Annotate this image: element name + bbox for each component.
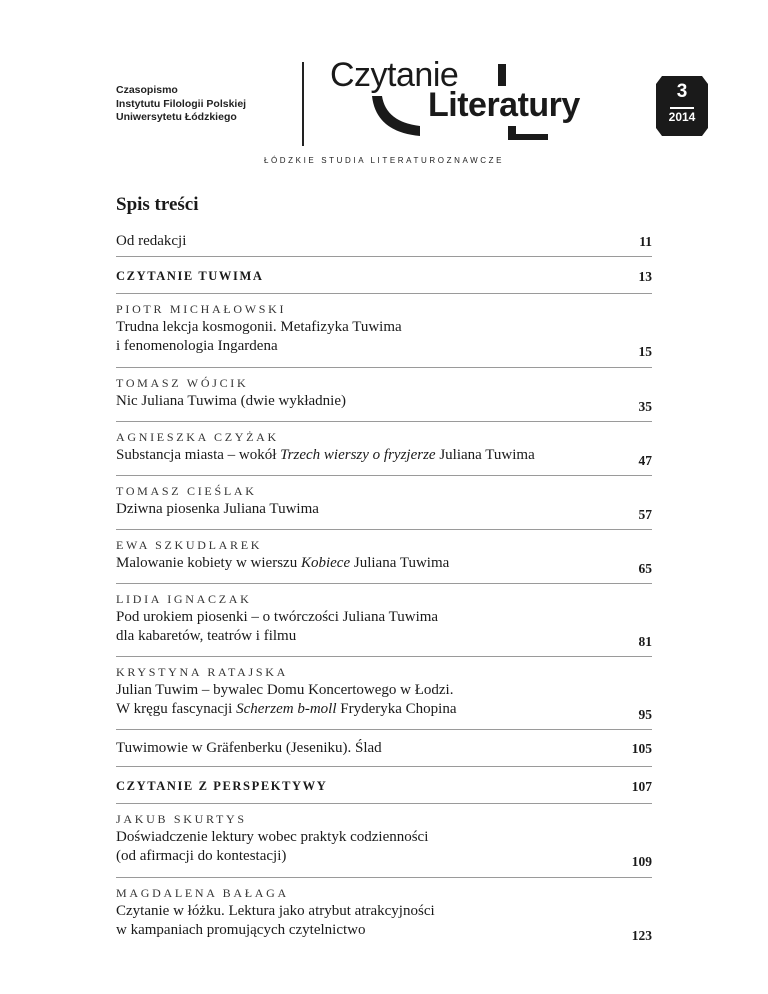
- entry-page: 109: [631, 854, 652, 869]
- logo-word-literatury: Literatury: [428, 86, 580, 124]
- entry-author: AGNIESZKA CZYŻAK: [116, 430, 279, 444]
- header-divider: [302, 62, 304, 146]
- entry-author: TOMASZ CIEŚLAK: [116, 484, 257, 498]
- entry-page: 13: [638, 269, 652, 284]
- entry-page: 35: [638, 399, 652, 414]
- section-title: CZYTANIE TUWIMA: [116, 269, 264, 283]
- toc-entry: [116, 475, 652, 529]
- entry-title-line-2: dla kabaretów, teatrów i filmu: [116, 628, 297, 644]
- toc-entry: [116, 656, 652, 729]
- toc-entry: [116, 421, 652, 475]
- issue-number: 3: [676, 81, 688, 102]
- entry-title-text: Malowanie kobiety w wierszu: [116, 555, 301, 571]
- logo-word-czytanie: Czytanie: [330, 56, 459, 94]
- toc-entry: [116, 529, 652, 583]
- entry-title-text: W kręgu fascynacji: [116, 701, 237, 717]
- issue-rule: [670, 107, 694, 109]
- journal-subtitle: ŁÓDZKIE STUDIA LITERATUROZNAWCZE: [263, 156, 505, 165]
- toc-entry: [116, 293, 652, 367]
- entry-author: TOMASZ WÓJCIK: [116, 376, 249, 390]
- entry-page: 57: [638, 507, 652, 522]
- toc-entry: [116, 367, 652, 421]
- toc-entry: [116, 222, 652, 256]
- entry-title-text: Substancja miasta – wokół: [116, 447, 281, 463]
- publisher-line-1: Czasopismo: [116, 84, 178, 96]
- entry-page: 123: [631, 928, 652, 943]
- entry-title-line-1: Pod urokiem piosenki – o twórczości Juliana Tuwima: [116, 609, 439, 625]
- entry-title-italic: Kobiece: [300, 555, 351, 571]
- entry-title-line-2: (od afirmacji do kontestacji): [116, 848, 287, 864]
- entry-title-line-1: Czytanie w łóżku. Lektura jako atrybut atrakcyjności: [116, 903, 435, 919]
- entry-page: 65: [638, 561, 652, 576]
- toc-entry: [116, 877, 652, 950]
- toc-section: [116, 256, 652, 293]
- section-title: CZYTANIE Z PERSPEKTYWY: [116, 779, 328, 793]
- entry-author: EWA SZKUDLAREK: [116, 538, 263, 552]
- entry-title-text: Fryderyka Chopina: [336, 701, 457, 717]
- entry-page: 81: [638, 634, 652, 649]
- entry-title-italic: Trzech wierszy o fryzjerze: [280, 447, 436, 463]
- entry-title: [116, 554, 449, 573]
- publisher-info: [116, 84, 246, 125]
- table-of-contents: [116, 222, 652, 950]
- toc-entry: [116, 729, 652, 766]
- entry-title-text: Juliana Tuwima: [350, 555, 450, 571]
- entry-title-line-2: w kampaniach promujących czytelnictwo: [116, 922, 366, 938]
- entry-page: 107: [631, 779, 652, 794]
- publisher-line-3: Uniwersytetu Łódzkiego: [116, 111, 237, 123]
- entry-author: PIOTR MICHAŁOWSKI: [116, 302, 287, 316]
- entry-title: Nic Juliana Tuwima (dwie wykładnie): [116, 393, 346, 409]
- issue-year: 2014: [668, 110, 696, 124]
- entry-author: LIDIA IGNACZAK: [116, 592, 252, 606]
- entry-title: Od redakcji: [116, 233, 187, 249]
- toc-section: [116, 766, 652, 803]
- issue-badge: [656, 76, 708, 136]
- logo-bar-top: [498, 64, 506, 86]
- entry-author: KRYSTYNA RATAJSKA: [116, 665, 288, 679]
- entry-title-line-2: i fenomenologia Ingardena: [116, 338, 278, 354]
- toc-heading: Spis treści: [116, 194, 199, 215]
- publisher-line-2: Instytutu Filologii Polskiej: [116, 97, 247, 110]
- logo-bar-base: [508, 134, 548, 140]
- entry-title-line-1: Trudna lekcja kosmogonii. Metafizyka Tuwima: [116, 319, 402, 335]
- entry-title-text: Juliana Tuwima: [435, 447, 535, 463]
- toc-entry: [116, 583, 652, 656]
- entry-page: 15: [638, 344, 652, 359]
- entry-title-italic: Scherzem b-moll: [236, 701, 337, 717]
- entry-page: 11: [639, 234, 652, 249]
- entry-title-line-2: [116, 700, 456, 719]
- entry-title-line-1: Doświadczenie lektury wobec praktyk codzienności: [116, 829, 429, 845]
- entry-title: Tuwimowie w Gräfenberku (Jeseniku). Ślad: [116, 740, 382, 756]
- entry-page: 47: [638, 453, 652, 468]
- journal-logo: [330, 58, 620, 148]
- entry-author: MAGDALENA BAŁAGA: [116, 886, 289, 900]
- toc-entry: [116, 803, 652, 877]
- entry-title: [116, 446, 535, 465]
- logo-swoosh-icon: [370, 92, 426, 142]
- entry-page: 105: [631, 741, 652, 756]
- entry-page: 95: [638, 707, 652, 722]
- entry-title: Dziwna piosenka Juliana Tuwima: [116, 501, 319, 517]
- entry-title-line-1: Julian Tuwim – bywalec Domu Koncertowego w Łodzi.: [116, 682, 454, 698]
- entry-author: JAKUB SKURTYS: [116, 812, 247, 826]
